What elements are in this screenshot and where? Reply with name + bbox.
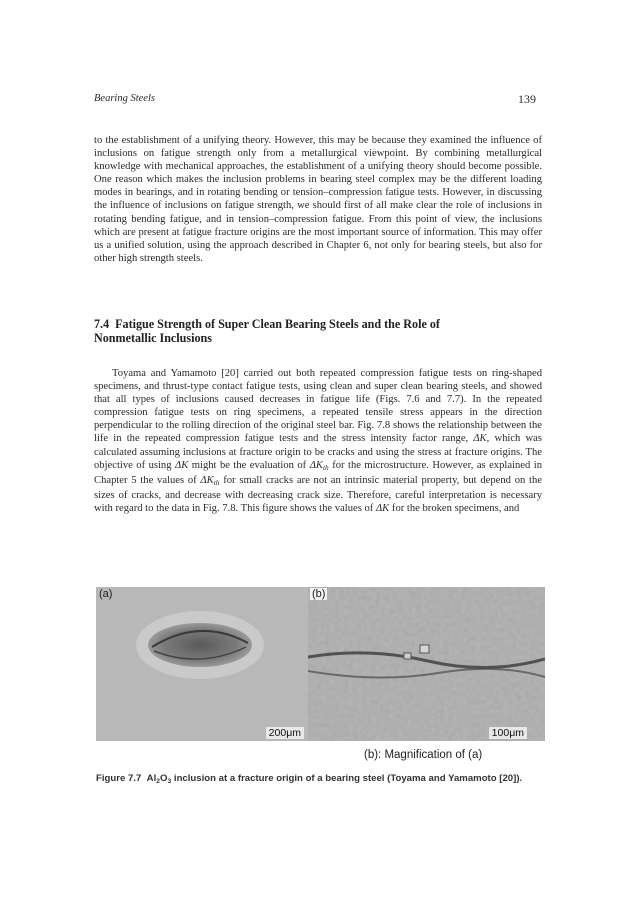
panel-label-a: (a) [99,588,113,600]
figure-number: Figure 7.7 [96,773,142,784]
math-delta-k-th: $\Delta K_{th}$ [309,459,329,472]
paragraph-continuation: to the establishment of a unifying theory. However, this may be because they examined the influence of inclusions on fatigue strength only from a metallurgical viewpoint. By combining metallurgical knowledge with mechanical approaches, the establishment of a unifying theory should become possible. One reason which makes the inclusion problems in bearing steel complex may be the different loading modes in bearings, and in rotating bending or tension–compression fatigue tests. However, in discussing the influence of inclusions on fatigue strength, we should first of all make clear the role of inclusions in rotating bending fatigue, and in tension–compression fatigue. From this point of view, the inclusions which are present at fatigue fracture origins are the most important source of information. This may offer us a unified solution, using the approach described in Chapter 6, not only for bearing steels, but also for other high strength steels. [94,134,542,264]
figure-7-7 [96,587,545,741]
scale-bar-b: 100μm [489,727,527,739]
section-title-line-1: Fatigue Strength of Super Clean Bearing Steels and the Role of [115,317,440,331]
scale-bar-a: 200μm [266,727,304,739]
math-delta-k-th: $\Delta K_{th}$ [200,474,220,487]
micrograph-panel-a [96,587,308,741]
micrograph-panel-b [308,587,545,741]
paragraph-toyama-yamamoto: Toyama and Yamamoto [20] carried out both repeated compression fatigue tests on ring-shaped specimens, and thrust-type contact fatigue tests, using clean and super clean bearing steels, and showed that all types of inclusions caused decreases in fatigue life (Figs. 7.6 and 7.7). In the repeated compression fatigue tests on ring specimens, a repeated tensile stress appears in the direction perpendicular to the rolling direction of the original steel bar. Fig. 7.8 shows the relationship between the life in the repeated compression fatigue tests and the stress intensity factor range, ΔK, which was calculated assuming inclusions at fracture origin to be cracks and using the stress at fracture origins. The objective of using ΔK might be the evaluation of $\Delta K_{th}$ for the microstructure. However, as explained in Chapter 5 the values of $\Delta K_{th}$ for small cracks are not an intrinsic material property, but depend on the sizes of cracks, and decrease with decreasing crack size. Therefore, careful interpretation is necessary with regard to the data in Fig. 7.8. This figure shows the values of ΔK for the broken specimens, and [94,367,542,515]
math-delta-k: ΔK [375,503,390,515]
micrograph-a-image [96,587,308,741]
math-delta-k: ΔK [473,433,487,445]
math-delta-k: ΔK [175,459,189,471]
section-heading [94,317,544,345]
running-title: Bearing Steels [94,93,155,104]
section-number: 7.4 [94,317,110,331]
figure-subcaption: (b): Magnification of (a) [364,749,483,761]
section-title-line-2: Nonmetallic Inclusions [94,331,212,346]
micrograph-b-image [308,587,545,741]
panel-label-b: (b) [312,588,326,600]
figure-caption: Figure 7.7 $Al_2O_3$ inclusion at a fracture origin of a bearing steel (Toyama and Yamamoto [20]). [96,773,523,785]
page-number: 139 [518,92,536,106]
